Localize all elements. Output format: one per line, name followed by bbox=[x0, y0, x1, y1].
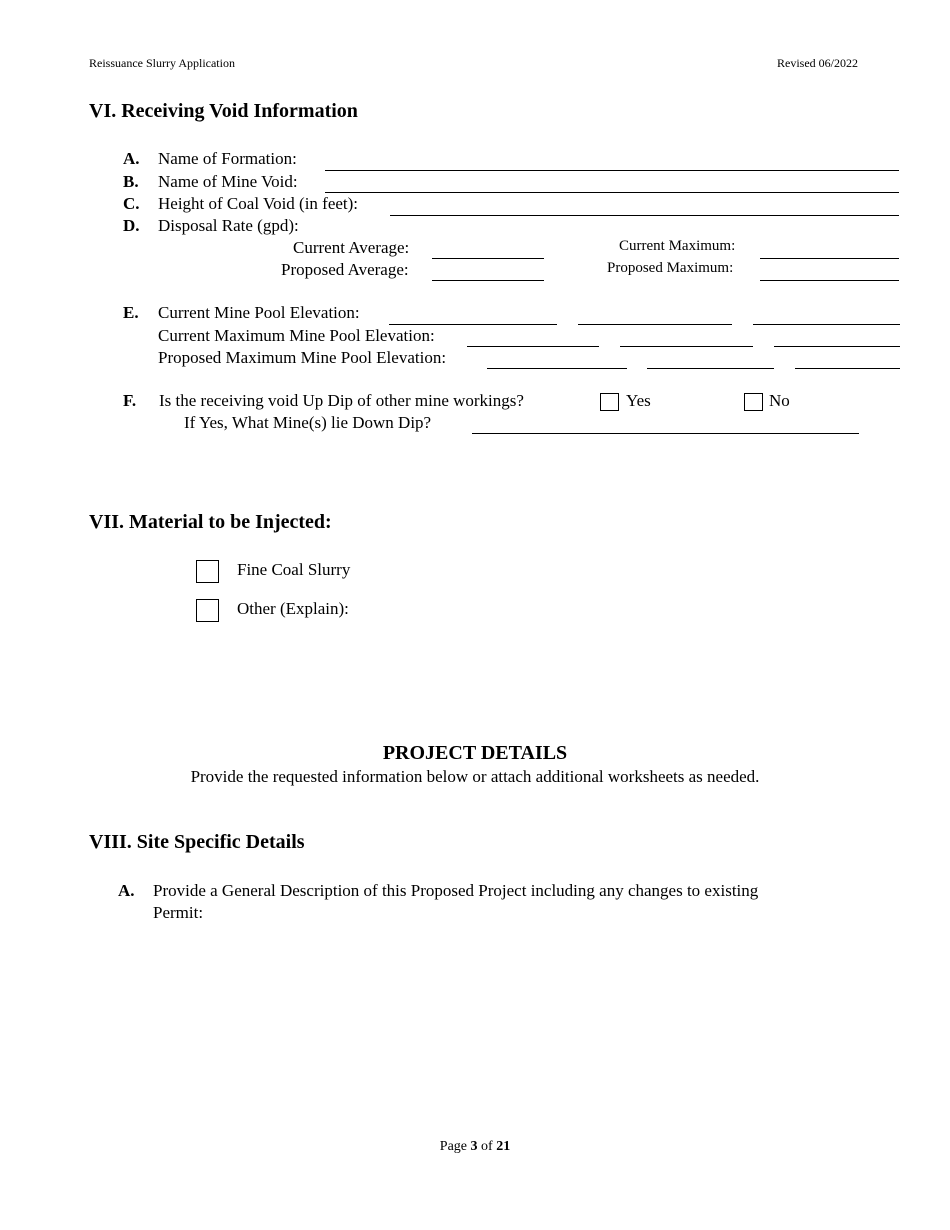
proposed-max-pool-elevation-label: Proposed Maximum Mine Pool Elevation: bbox=[158, 348, 447, 367]
current-average-label: Current Average: bbox=[293, 238, 410, 257]
current-max-pool-elevation-label: Current Maximum Mine Pool Elevation: bbox=[158, 326, 435, 345]
down-dip-field[interactable] bbox=[472, 415, 859, 434]
up-dip-question: Is the receiving void Up Dip of other mine workings? bbox=[159, 391, 524, 410]
formation-label: Name of Formation: bbox=[158, 149, 297, 168]
project-details-title: PROJECT DETAILS bbox=[382, 742, 568, 764]
header-revision: Revised 06/2022 bbox=[777, 56, 858, 70]
mine-void-label: Name of Mine Void: bbox=[158, 172, 298, 191]
up-dip-yes-label: Yes bbox=[626, 391, 651, 410]
proposed-max-pool-elevation-field-2[interactable] bbox=[647, 350, 774, 369]
header-title: Reissuance Slurry Application bbox=[89, 56, 235, 70]
current-maximum-field[interactable] bbox=[760, 240, 899, 259]
item-e-letter: E. bbox=[123, 303, 139, 322]
current-pool-elevation-field-1[interactable] bbox=[389, 306, 557, 325]
item-c-letter: C. bbox=[123, 194, 140, 213]
section-8-title: VIII. Site Specific Details bbox=[89, 831, 305, 853]
general-description-label-cont: Permit: bbox=[153, 903, 204, 922]
proposed-maximum-label: Proposed Maximum: bbox=[607, 260, 734, 276]
fine-coal-slurry-checkbox[interactable] bbox=[196, 560, 219, 583]
up-dip-no-checkbox[interactable] bbox=[744, 393, 763, 411]
proposed-maximum-field[interactable] bbox=[760, 262, 899, 281]
proposed-max-pool-elevation-field-1[interactable] bbox=[487, 350, 627, 369]
page-prefix: Page bbox=[439, 1139, 471, 1154]
item-8a-letter: A. bbox=[118, 881, 135, 900]
item-a-letter: A. bbox=[123, 149, 140, 168]
current-max-pool-elevation-field-3[interactable] bbox=[774, 328, 900, 347]
disposal-rate-label: Disposal Rate (gpd): bbox=[158, 216, 299, 235]
fine-coal-slurry-label: Fine Coal Slurry bbox=[237, 560, 351, 579]
page-total: 21 bbox=[496, 1139, 511, 1154]
proposed-average-field[interactable] bbox=[432, 262, 544, 281]
section-7-title: VII. Material to be Injected: bbox=[89, 511, 332, 533]
general-description-label: Provide a General Description of this Proposed Project including any changes to existing bbox=[153, 881, 759, 900]
page-of: of bbox=[477, 1139, 497, 1154]
section-6-title: VI. Receiving Void Information bbox=[89, 100, 358, 122]
current-maximum-label: Current Maximum: bbox=[619, 238, 736, 254]
current-pool-elevation-field-2[interactable] bbox=[578, 306, 732, 325]
current-pool-elevation-label: Current Mine Pool Elevation: bbox=[158, 303, 360, 322]
proposed-average-label: Proposed Average: bbox=[281, 260, 409, 279]
item-b-letter: B. bbox=[123, 172, 139, 191]
current-max-pool-elevation-field-2[interactable] bbox=[620, 328, 753, 347]
formation-field[interactable] bbox=[325, 152, 899, 171]
up-dip-no-label: No bbox=[769, 391, 790, 410]
current-max-pool-elevation-field-1[interactable] bbox=[467, 328, 599, 347]
item-d-letter: D. bbox=[123, 216, 140, 235]
current-pool-elevation-field-3[interactable] bbox=[753, 306, 900, 325]
up-dip-yes-checkbox[interactable] bbox=[600, 393, 619, 411]
item-f-letter: F. bbox=[123, 391, 137, 410]
other-material-label: Other (Explain): bbox=[237, 599, 349, 618]
page-number bbox=[0, 1139, 950, 1155]
proposed-max-pool-elevation-field-3[interactable] bbox=[795, 350, 900, 369]
current-average-field[interactable] bbox=[432, 240, 544, 259]
other-material-checkbox[interactable] bbox=[196, 599, 219, 622]
coal-void-height-field[interactable] bbox=[390, 197, 899, 216]
project-details-subtitle: Provide the requested information below or attach additional worksheets as needed. bbox=[190, 767, 760, 786]
coal-void-height-label: Height of Coal Void (in feet): bbox=[158, 194, 359, 213]
page-current: 3 bbox=[470, 1139, 478, 1154]
down-dip-label: If Yes, What Mine(s) lie Down Dip? bbox=[184, 413, 432, 432]
mine-void-field[interactable] bbox=[325, 174, 899, 193]
